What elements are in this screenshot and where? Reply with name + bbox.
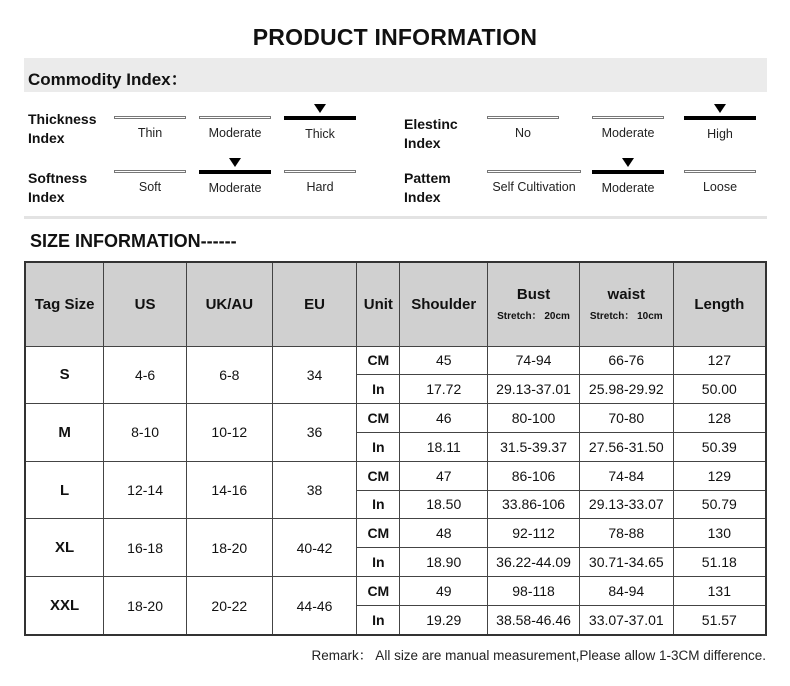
shoulder-cell: 19.29: [400, 605, 488, 635]
commodity-index-header: [24, 58, 767, 92]
selected-marker-icon: [622, 158, 634, 167]
bust-cell: 31.5-39.37: [488, 432, 580, 461]
us-size-cell: 12-14: [104, 461, 187, 519]
bust-cell: 80-100: [488, 404, 580, 433]
selected-marker-icon: [229, 158, 241, 167]
waist-cell: 84-94: [579, 577, 673, 606]
selected-marker-icon: [714, 104, 726, 113]
bust-cell: 74-94: [488, 346, 580, 375]
thickness-option-thin: Thin: [114, 116, 186, 140]
length-cell: 129: [673, 461, 766, 490]
length-cell: 51.57: [673, 605, 766, 635]
us-size-cell: 4-6: [104, 346, 187, 404]
length-cell: 50.00: [673, 375, 766, 404]
softness-option-moderate: Moderate: [199, 170, 271, 195]
bust-cell: 33.86-106: [488, 490, 580, 519]
elasticity-index-label: Elestinc Index: [404, 116, 458, 151]
bust-cell: 98-118: [488, 577, 580, 606]
unit-cell: In: [357, 605, 400, 635]
commodity-index-heading: Commodity Index：: [28, 70, 188, 89]
length-cell: 128: [673, 404, 766, 433]
pattern-option-self-cultivation: Self Cultivation: [487, 170, 581, 194]
uk-au-size-cell: 18-20: [186, 519, 272, 577]
elasticity-option-high: High: [684, 116, 756, 141]
thickness-option-moderate: Moderate: [199, 116, 271, 140]
header-us: US: [104, 262, 187, 346]
waist-cell: 74-84: [579, 461, 673, 490]
eu-size-cell: 34: [272, 346, 357, 404]
table-header-row: [25, 262, 766, 346]
shoulder-cell: 18.90: [400, 548, 488, 577]
tag-size-cell: S: [25, 346, 104, 404]
waist-cell: 66-76: [579, 346, 673, 375]
waist-cell: 30.71-34.65: [579, 548, 673, 577]
uk-au-size-cell: 14-16: [186, 461, 272, 519]
pattern-option-loose: Loose: [684, 170, 756, 194]
thickness-option-thick: Thick: [284, 116, 356, 141]
tag-size-cell: XL: [25, 519, 104, 577]
us-size-cell: 18-20: [104, 577, 187, 636]
bust-cell: 36.22-44.09: [488, 548, 580, 577]
softness-index-label: Softness Index: [28, 170, 88, 205]
bust-cell: 86-106: [488, 461, 580, 490]
unit-cell: In: [357, 548, 400, 577]
selected-marker-icon: [314, 104, 326, 113]
waist-cell: 29.13-33.07: [579, 490, 673, 519]
tag-size-cell: XXL: [25, 577, 104, 636]
waist-cell: 25.98-29.92: [579, 375, 673, 404]
uk-au-size-cell: 20-22: [186, 577, 272, 636]
table-row: [25, 577, 766, 606]
unit-cell: In: [357, 432, 400, 461]
tag-size-cell: M: [25, 404, 104, 462]
shoulder-cell: 18.11: [400, 432, 488, 461]
shoulder-cell: 48: [400, 519, 488, 548]
header-shoulder: Shoulder: [400, 262, 488, 346]
unit-cell: CM: [357, 461, 400, 490]
elasticity-option-moderate: Moderate: [592, 116, 664, 140]
shoulder-cell: 18.50: [400, 490, 488, 519]
header-waist: [579, 262, 673, 346]
shoulder-cell: 49: [400, 577, 488, 606]
header-uk-au: UK/AU: [186, 262, 272, 346]
unit-cell: CM: [357, 519, 400, 548]
table-row: [25, 461, 766, 490]
length-cell: 130: [673, 519, 766, 548]
length-cell: 127: [673, 346, 766, 375]
unit-cell: In: [357, 490, 400, 519]
page-title: PRODUCT INFORMATION: [252, 24, 538, 50]
unit-cell: CM: [357, 404, 400, 433]
unit-cell: CM: [357, 346, 400, 375]
thickness-index-label: Thickness Index: [28, 111, 97, 146]
waist-cell: 33.07-37.01: [579, 605, 673, 635]
waist-cell: 27.56-31.50: [579, 432, 673, 461]
header-bust: [488, 262, 580, 346]
header-waist-label: waist: [607, 286, 646, 304]
header-tag-size: Tag Size: [25, 262, 104, 346]
table-row: [25, 519, 766, 548]
us-size-cell: 8-10: [104, 404, 187, 462]
shoulder-cell: 47: [400, 461, 488, 490]
softness-option-soft: Soft: [114, 170, 186, 194]
uk-au-size-cell: 10-12: [186, 404, 272, 462]
unit-cell: In: [357, 375, 400, 404]
shoulder-cell: 17.72: [400, 375, 488, 404]
waist-cell: 70-80: [579, 404, 673, 433]
softness-option-hard: Hard: [284, 170, 356, 194]
bust-cell: 38.58-46.46: [488, 605, 580, 635]
pattern-option-moderate: Moderate: [592, 170, 664, 195]
size-table: [24, 261, 767, 636]
table-row: [25, 346, 766, 375]
waist-cell: 78-88: [579, 519, 673, 548]
remark-note: Remark： All size are manual measurement,Please allow 1-3CM difference.: [311, 648, 766, 663]
length-cell: 50.79: [673, 490, 766, 519]
uk-au-size-cell: 6-8: [186, 346, 272, 404]
header-unit: Unit: [357, 262, 400, 346]
header-eu: EU: [272, 262, 357, 346]
section-divider: [24, 216, 767, 219]
length-cell: 51.18: [673, 548, 766, 577]
shoulder-cell: 45: [400, 346, 488, 375]
header-waist-stretch: Stretch： 10cm: [589, 311, 663, 323]
eu-size-cell: 38: [272, 461, 357, 519]
length-cell: 131: [673, 577, 766, 606]
eu-size-cell: 36: [272, 404, 357, 462]
bust-cell: 29.13-37.01: [488, 375, 580, 404]
length-cell: 50.39: [673, 432, 766, 461]
header-length: Length: [673, 262, 766, 346]
shoulder-cell: 46: [400, 404, 488, 433]
us-size-cell: 16-18: [104, 519, 187, 577]
eu-size-cell: 44-46: [272, 577, 357, 636]
eu-size-cell: 40-42: [272, 519, 357, 577]
size-info-heading: SIZE INFORMATION------: [30, 231, 237, 251]
header-bust-label: Bust: [516, 286, 551, 304]
bust-cell: 92-112: [488, 519, 580, 548]
elasticity-option-no: No: [487, 116, 559, 140]
pattern-index-label: Pattem Index: [404, 170, 451, 205]
unit-cell: CM: [357, 577, 400, 606]
table-row: [25, 404, 766, 433]
tag-size-cell: L: [25, 461, 104, 519]
header-bust-stretch: Stretch： 20cm: [497, 311, 570, 323]
